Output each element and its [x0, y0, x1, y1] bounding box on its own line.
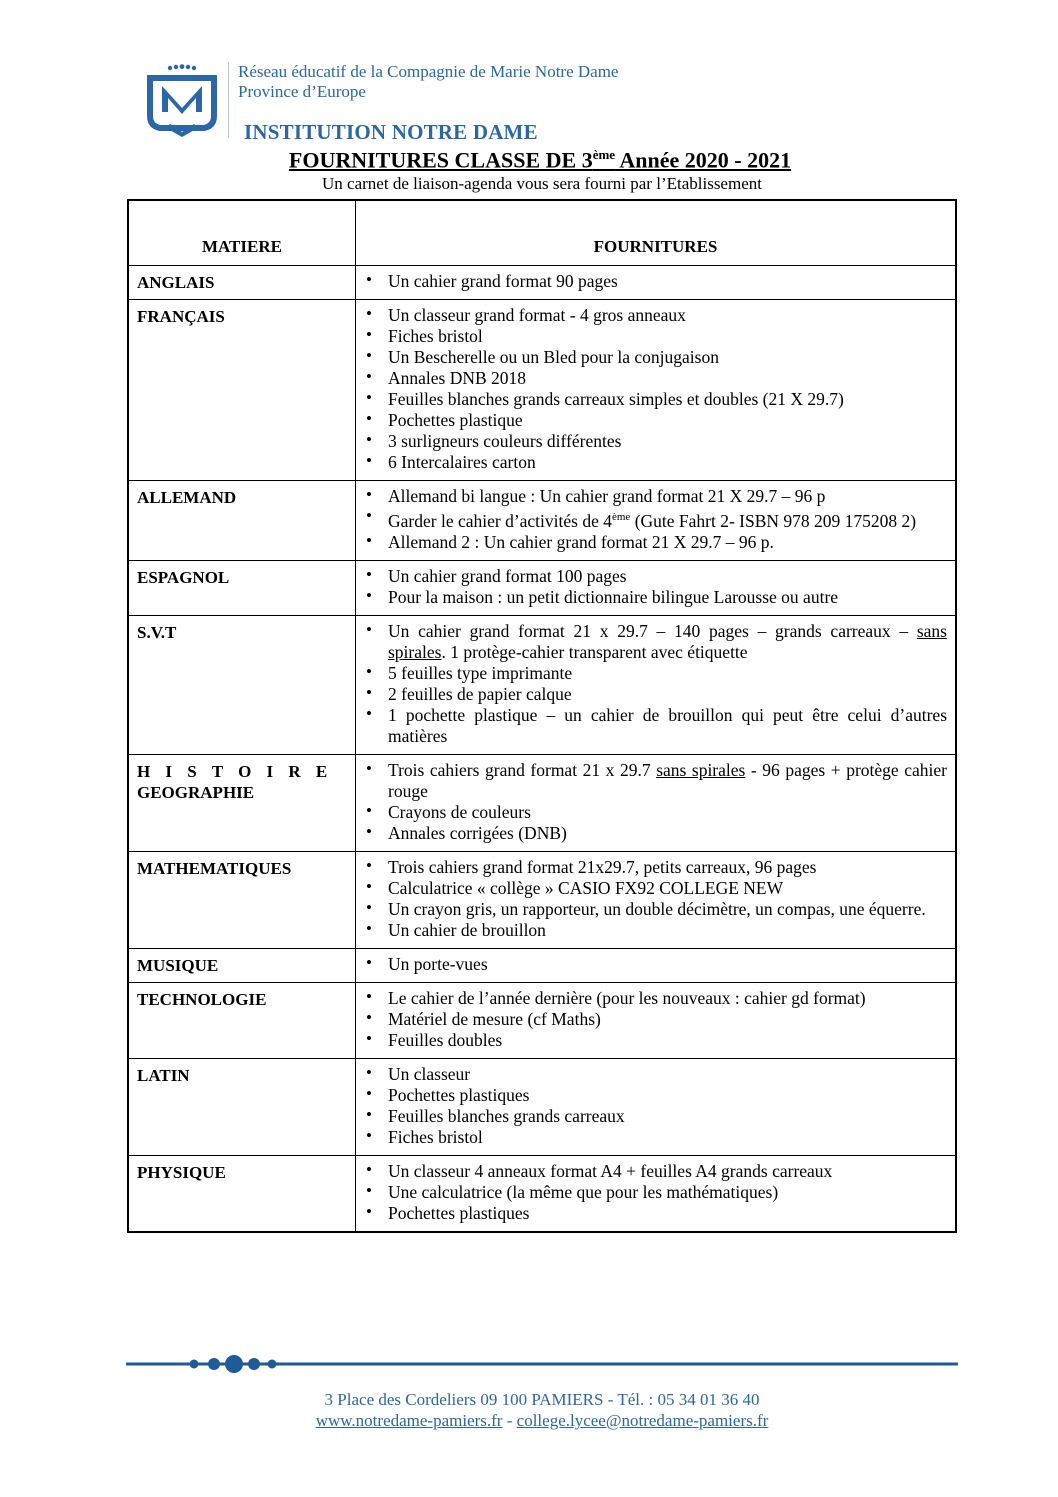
- page-subtitle: Un carnet de liaison-agenda vous sera fourni par l’Etablissement: [322, 174, 762, 193]
- list-item: • Un cahier grand format 90 pages: [364, 271, 947, 292]
- list-item: • Un cahier grand format 21 x 29.7 – 140 pages – grands carreaux – sans spirales. 1 protège-cahier transparent avec étiquette: [364, 621, 947, 663]
- title-year: Année 2020 - 2021: [615, 147, 792, 173]
- supplies-cell: [356, 481, 957, 561]
- subject-cell: LATIN: [128, 1058, 356, 1155]
- list-item: • 5 feuilles type imprimante: [364, 663, 947, 684]
- table-header-row: [128, 200, 956, 266]
- table-row: [128, 1058, 956, 1155]
- network-line-2: Province d’Europe: [238, 82, 366, 101]
- supplies-list: [364, 305, 947, 473]
- subject-cell: [128, 754, 356, 851]
- subject-cell: TECHNOLOGIE: [128, 982, 356, 1058]
- table-body: [128, 266, 956, 1232]
- title-superscript: ème: [592, 147, 616, 162]
- email-link[interactable]: college.lycee@notredame-pamiers.fr: [516, 1411, 769, 1430]
- list-item: • 6 Intercalaires carton: [364, 452, 947, 473]
- list-item: • Un porte-vues: [364, 954, 947, 975]
- supplies-cell: [356, 615, 957, 754]
- list-item: • Allemand 2 : Un cahier grand format 21 X 29.7 – 96 p.: [364, 532, 947, 553]
- supplies-cell: [356, 300, 957, 481]
- list-item: • 2 feuilles de papier calque: [364, 684, 947, 705]
- list-item: • Pochettes plastiques: [364, 1085, 947, 1106]
- list-item: • Une calculatrice (la même que pour les mathématiques): [364, 1182, 947, 1203]
- table-row: [128, 851, 956, 948]
- supplies-cell: [356, 1155, 957, 1232]
- table-row: [128, 266, 956, 300]
- list-item: • Feuilles blanches grands carreaux: [364, 1106, 947, 1127]
- list-item: • Trois cahiers grand format 21x29.7, petits carreaux, 96 pages: [364, 857, 947, 878]
- list-item: • Fiches bristol: [364, 326, 947, 347]
- supplies-cell: [356, 948, 957, 982]
- supplies-list: [364, 954, 947, 975]
- list-item: • Un Bescherelle ou un Bled pour la conjugaison: [364, 347, 947, 368]
- footer-divider: [126, 1354, 958, 1374]
- subject-cell: PHYSIQUE: [128, 1155, 356, 1232]
- footer-separator: -: [502, 1411, 517, 1430]
- list-item: • Un classeur: [364, 1064, 947, 1085]
- supplies-list: [364, 760, 947, 844]
- list-item: • Fiches bristol: [364, 1127, 947, 1148]
- column-header-supplies: FOURNITURES: [356, 200, 957, 266]
- list-item: • Crayons de couleurs: [364, 802, 947, 823]
- table-row: [128, 948, 956, 982]
- supplies-cell: [356, 982, 957, 1058]
- header-divider: [228, 62, 229, 138]
- list-item: • Un cahier grand format 100 pages: [364, 566, 947, 587]
- list-item: • Pochettes plastique: [364, 410, 947, 431]
- title-text: FOURNITURES CLASSE DE 3: [288, 147, 593, 173]
- list-item: • 3 surligneurs couleurs différentes: [364, 431, 947, 452]
- subject-cell: FRANÇAIS: [128, 300, 356, 481]
- table-row: [128, 754, 956, 851]
- subject-cell: MUSIQUE: [128, 948, 356, 982]
- list-item: • Matériel de mesure (cf Maths): [364, 1009, 947, 1030]
- list-item: • 1 pochette plastique – un cahier de brouillon qui peut être celui d’autres matières: [364, 705, 947, 747]
- supplies-list: [364, 988, 947, 1051]
- supplies-list: [364, 271, 947, 292]
- supplies-list: [364, 621, 947, 747]
- table-row: [128, 615, 956, 754]
- supplies-cell: [356, 754, 957, 851]
- supplies-list: [364, 1064, 947, 1148]
- institution-name: INSTITUTION NOTRE DAME: [244, 120, 538, 144]
- list-item: • Un classeur grand format - 4 gros anneaux: [364, 305, 947, 326]
- list-item: • Feuilles doubles: [364, 1030, 947, 1051]
- network-line-1: Réseau éducatif de la Compagnie de Marie Notre Dame: [238, 62, 619, 81]
- list-item: • Un cahier de brouillon: [364, 920, 947, 941]
- supplies-list: [364, 1161, 947, 1224]
- list-item: • Allemand bi langue : Un cahier grand format 21 X 29.7 – 96 p: [364, 486, 947, 507]
- table-row: [128, 300, 956, 481]
- subject-cell: ANGLAIS: [128, 266, 356, 300]
- list-item: • Trois cahiers grand format 21 x 29.7 sans spirales - 96 pages + protège cahier rouge: [364, 760, 947, 802]
- supplies-cell: [356, 1058, 957, 1155]
- list-item: • Annales corrigées (DNB): [364, 823, 947, 844]
- table-row: [128, 560, 956, 615]
- subject-cell: S.V.T: [128, 615, 356, 754]
- supplies-list: [364, 486, 947, 553]
- list-item: • Annales DNB 2018: [364, 368, 947, 389]
- supplies-list: [364, 857, 947, 941]
- list-item: • Feuilles blanches grands carreaux simples et doubles (21 X 29.7): [364, 389, 947, 410]
- table-row: [128, 1155, 956, 1232]
- network-name: [238, 62, 618, 102]
- column-header-subject: MATIERE: [128, 200, 356, 266]
- list-item: • Calculatrice « collège » CASIO FX92 COLLEGE NEW: [364, 878, 947, 899]
- subject-cell: ESPAGNOL: [128, 560, 356, 615]
- subject-cell: ALLEMAND: [128, 481, 356, 561]
- supplies-list: [364, 566, 947, 608]
- supplies-cell: [356, 560, 957, 615]
- subject-line-1: HISTOIRE: [137, 761, 343, 781]
- supplies-cell: [356, 851, 957, 948]
- footer-address: 3 Place des Cordeliers 09 100 PAMIERS - Tél. : 05 34 01 36 40: [324, 1390, 760, 1409]
- supplies-table: [127, 199, 957, 1233]
- website-link[interactable]: www.notredame-pamiers.fr: [315, 1411, 503, 1430]
- list-item: • Un crayon gris, un rapporteur, un double décimètre, un compas, une équerre.: [364, 899, 947, 920]
- subject-cell: MATHEMATIQUES: [128, 851, 356, 948]
- list-item: • Pochettes plastiques: [364, 1203, 947, 1224]
- table-row: [128, 982, 956, 1058]
- table-row: [128, 481, 956, 561]
- subject-line-2: GEOGRAPHIE: [137, 782, 255, 802]
- list-item: • Un classeur 4 anneaux format A4 + feuilles A4 grands carreaux: [364, 1161, 947, 1182]
- institution-logo: [140, 64, 224, 138]
- list-item: • Le cahier de l’année dernière (pour les nouveaux : cahier gd format): [364, 988, 947, 1009]
- page-title: [0, 147, 1058, 173]
- footer-links: [0, 1411, 1058, 1431]
- list-item: • Pour la maison : un petit dictionnaire bilingue Larousse ou autre: [364, 587, 947, 608]
- supplies-cell: [356, 266, 957, 300]
- list-item: • Garder le cahier d’activités de 4ème (Gute Fahrt 2- ISBN 978 209 175208 2): [364, 507, 947, 532]
